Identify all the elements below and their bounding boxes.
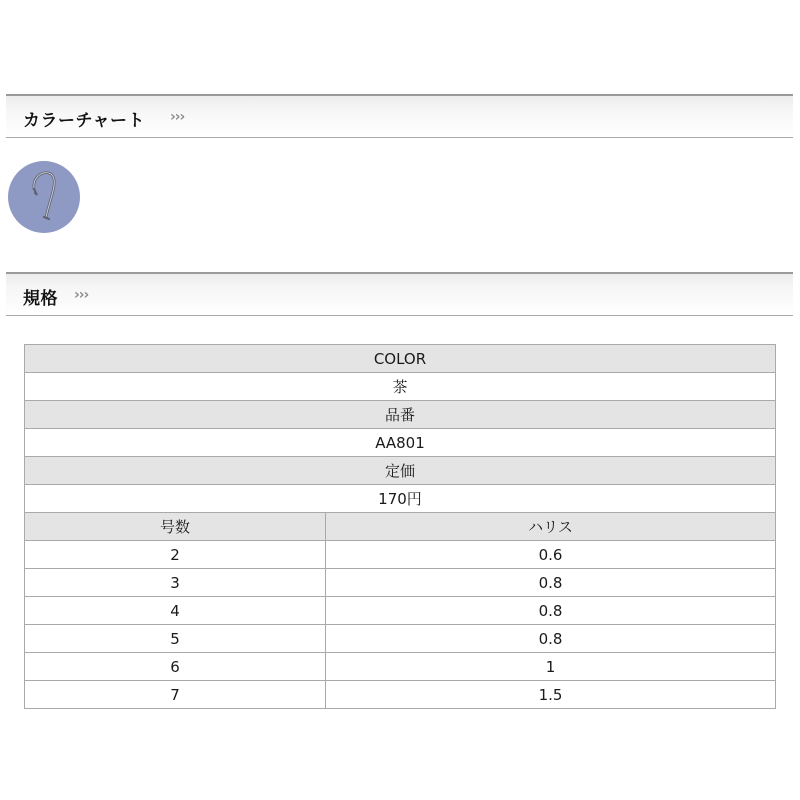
- price-value-cell: 170円: [25, 485, 776, 513]
- table-row: [25, 401, 776, 429]
- harisu-cell: 1.5: [326, 681, 776, 709]
- size-cell: 6: [25, 653, 326, 681]
- table-row: [25, 485, 776, 513]
- table-row: [25, 457, 776, 485]
- harisu-cell: 0.8: [326, 625, 776, 653]
- size-cell: 3: [25, 569, 326, 597]
- harisu-cell: 0.6: [326, 541, 776, 569]
- size-cell: 7: [25, 681, 326, 709]
- table-row: [25, 345, 776, 373]
- harisu-cell: 0.8: [326, 597, 776, 625]
- table-row: [25, 569, 776, 597]
- table-row: [25, 429, 776, 457]
- chevrons-icon: ›››: [170, 109, 185, 125]
- size-header-cell: 号数: [25, 513, 326, 541]
- table-row: [25, 597, 776, 625]
- color-chart-title: カラーチャート: [23, 111, 145, 131]
- harisu-cell: 1: [326, 653, 776, 681]
- table-row: [25, 541, 776, 569]
- part-number-value-cell: AA801: [25, 429, 776, 457]
- part-number-header-cell: 品番: [25, 401, 776, 429]
- chevrons-icon: ›››: [74, 287, 89, 303]
- color-chart-header: [6, 94, 793, 138]
- table-row: [25, 625, 776, 653]
- table-header-row: [25, 513, 776, 541]
- harisu-header-cell: ハリス: [326, 513, 776, 541]
- spec-title: 規格: [23, 289, 58, 309]
- fishing-hook-icon: [8, 161, 80, 233]
- harisu-cell: 0.8: [326, 569, 776, 597]
- size-cell: 2: [25, 541, 326, 569]
- size-cell: 5: [25, 625, 326, 653]
- price-header-cell: 定価: [25, 457, 776, 485]
- color-header-cell: COLOR: [25, 345, 776, 373]
- table-row: [25, 681, 776, 709]
- spec-table: [24, 344, 776, 709]
- size-cell: 4: [25, 597, 326, 625]
- table-row: [25, 373, 776, 401]
- color-value-cell: 茶: [25, 373, 776, 401]
- color-swatch[interactable]: [8, 161, 80, 233]
- spec-header: [6, 272, 793, 316]
- table-row: [25, 653, 776, 681]
